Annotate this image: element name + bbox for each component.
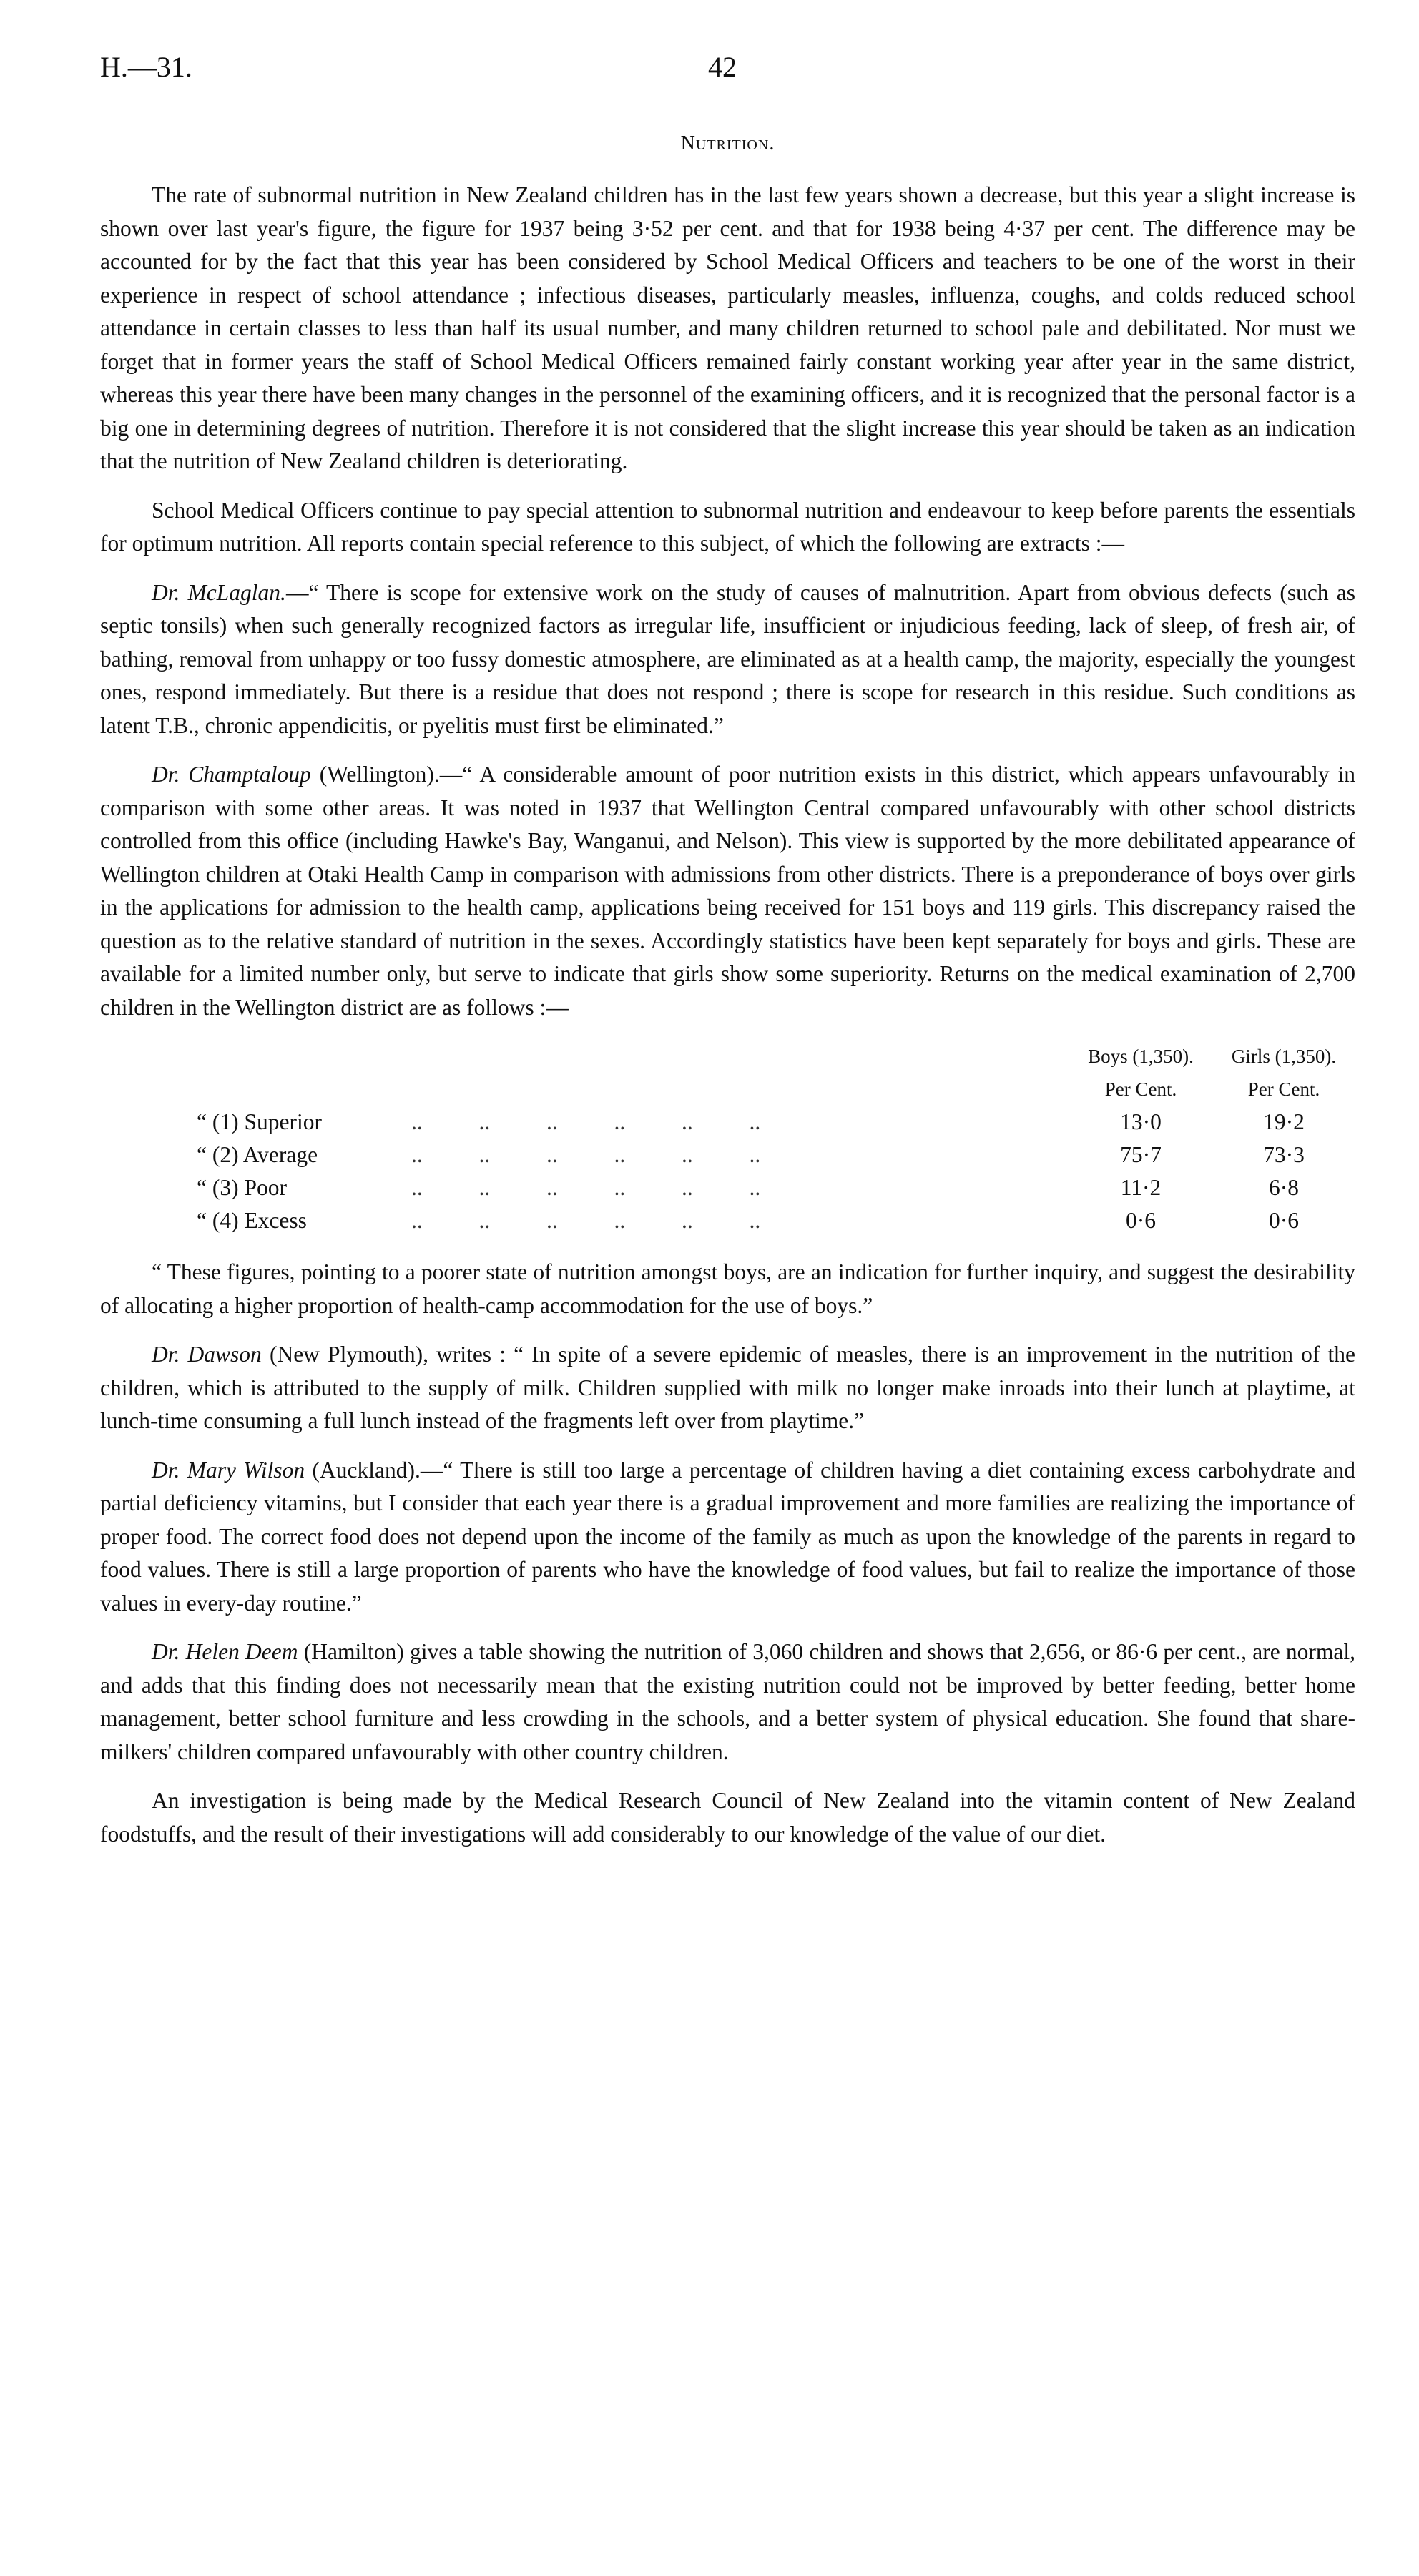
table-row [100, 1139, 1355, 1171]
table-row [100, 1204, 1355, 1237]
boys-value: 75·7 [1120, 1142, 1162, 1167]
column-header-girls [1212, 1040, 1355, 1106]
boys-value: 11·2 [1120, 1175, 1162, 1200]
paragraph-text: “ These figures, pointing to a poorer state of nutrition amongst boys, are an indication for further inquiry, and suggest the desirability of allocating a higher proportion of health-camp accommodation for the use of boys.” [100, 1259, 1355, 1318]
paragraph [100, 758, 1355, 1024]
dot-leader: .. .. .. .. .. .. [411, 1208, 761, 1233]
paragraph-text: —“ There is scope for extensive work on the study of causes of malnutrition. Apart from obvious defects (such as septic tonsils) when such generally recognized factors as irregular life, insufficient or injudicious feeding, lack of sleep, of fresh air, of bathing, removal from unhappy or too fussy domestic atmosphere, are eliminated as at a health camp, the majority, especially the youngest ones, respond immediately. But there is a residue that does not respond ; there is scope for research in this residue. Such conditions as latent T.B., chronic appendicitis, or pyelitis must first be eliminated.” [100, 579, 1355, 738]
header-line: Girls (1,350). [1231, 1046, 1337, 1067]
nutrition-table [100, 1040, 1355, 1237]
paragraph [100, 494, 1355, 561]
row-label: “ (2) Average [197, 1142, 318, 1167]
paragraph [100, 576, 1355, 743]
speaker-name: Dr. Mary Wilson [152, 1457, 305, 1483]
document-reference: H.—31. [100, 51, 192, 83]
header-line: Per Cent. [1247, 1078, 1320, 1100]
paragraph-text: (New Plymouth), writes : “ In spite of a severe epidemic of measles, there is an improvement in the nutrition of the children, which is attributed to the supply of milk. Children supplied with milk no longer make inroads into their lunch at playtime, at lunch-time consuming a full lunch instead of the fragments left over from playtime.” [100, 1342, 1355, 1433]
speaker-name: Dr. Champtaloup [152, 762, 311, 787]
paragraph [100, 1454, 1355, 1621]
boys-value: 13·0 [1120, 1109, 1162, 1134]
header-line: Per Cent. [1104, 1078, 1177, 1100]
paragraph-text: An investigation is being made by the Medical Research Council of New Zealand into the vitamin content of New Zealand foodstuffs, and the result of their investigations will add considerably to our knowledge of the value of our diet. [100, 1788, 1355, 1847]
boys-value: 0·6 [1126, 1208, 1156, 1233]
paragraph [100, 1256, 1355, 1322]
paragraphs-after-table [100, 1256, 1355, 1851]
paragraph-text: The rate of subnormal nutrition in New Zealand children has in the last few years shown a decrease, but this year a slight increase is shown over last year's figure, the figure for 1937 being 3·52 per cent. and that for 1938 being 4·37 per cent. The difference may be accounted for by the fact that this year has been considered by School Medical Officers and teachers to be one of the worst in their experience in respect of school attendance ; infectious diseases, particularly measles, influenza, coughs, and colds reduced school attendance in certain classes to less than half its usual number, and many children returned to school pale and debilitated. Nor must we forget that in former years the staff of School Medical Officers remained fairly constant working year after year in the same district, whereas this year there have been many changes in the personnel of the examining officers, and it is recognized that the personal factor is a big one in determining degrees of nutrition. Therefore it is not considered that the slight increase this year should be taken as an indication that the nutrition of New Zealand children is deteriorating. [100, 182, 1355, 473]
speaker-name: Dr. McLaglan. [152, 579, 286, 605]
girls-value: 0·6 [1269, 1208, 1299, 1233]
speaker-name: Dr. Helen Deem [152, 1639, 298, 1664]
table-header-row [100, 1040, 1355, 1106]
paragraph [100, 1636, 1355, 1769]
section-title: Nutrition. [680, 132, 775, 154]
paragraphs-before-table [100, 179, 1355, 1024]
speaker-name: Dr. Dawson [152, 1342, 262, 1367]
document-body [100, 179, 1355, 1867]
paragraph [100, 1784, 1355, 1851]
table-row [100, 1106, 1355, 1139]
page-number: 42 [708, 51, 737, 83]
table-row [100, 1171, 1355, 1204]
paragraph-text: School Medical Officers continue to pay special attention to subnormal nutrition and endeavour to keep before parents the essentials for optimum nutrition. All reports contain special reference to this subject, of which the following are extracts :— [100, 497, 1355, 556]
paragraph [100, 1338, 1355, 1438]
row-label: “ (4) Excess [197, 1208, 307, 1233]
row-label: “ (3) Poor [197, 1175, 287, 1200]
paragraph-text: (Hamilton) gives a table showing the nutrition of 3,060 children and shows that 2,656, or 86·6 per cent., are normal, and adds that this finding does not necessarily mean that the existing nutrition could not be improved by better feeding, better home management, better school furniture and less crowding in the schools, and a better system of physical education. She found that share-milkers' children compared unfavourably with other country children. [100, 1639, 1356, 1764]
girls-value: 6·8 [1269, 1175, 1299, 1200]
column-header-boys [1069, 1040, 1212, 1106]
dot-leader: .. .. .. .. .. .. [411, 1175, 761, 1200]
paragraph [100, 179, 1355, 478]
paragraph-text: (Auckland).—“ There is still too large a percentage of children having a diet containing excess carbohydrate and partial deficiency vitamins, but I consider that each year there is a gradual improvement and more families are realizing the importance of proper food. The correct food does not depend upon the income of the family as much as upon the knowledge of the parents in regard to food values. There is still a large proportion of parents who have the knowledge of food values, but fail to realize the importance of those values in every-day routine.” [100, 1457, 1355, 1616]
girls-value: 73·3 [1263, 1142, 1305, 1167]
paragraph-text: (Wellington).—“ A considerable amount of poor nutrition exists in this district, which appears unfavourably in comparison with some other areas. It was noted in 1937 that Wellington Central compared unfavourably with other school districts controlled from this office (including Hawke's Bay, Wanganui, and Nelson). This view is supported by the more debilitated appearance of Wellington children at Otaki Health Camp in comparison with admissions from other districts. There is a preponderance of boys over girls in the applications for admission to the health camp, applications being received for 151 boys and 119 girls. This discrepancy raised the question as to the relative standard of nutrition in the sexes. Accordingly statistics have been kept separately for boys and girls. These are available for a limited number only, but serve to indicate that girls show some superiority. Returns on the medical examination of 2,700 children in the Wellington district are as follows :— [100, 762, 1356, 1020]
row-label: “ (1) Superior [197, 1109, 322, 1134]
dot-leader: .. .. .. .. .. .. [411, 1109, 761, 1134]
header-line: Boys (1,350). [1088, 1046, 1194, 1067]
girls-value: 19·2 [1263, 1109, 1305, 1134]
dot-leader: .. .. .. .. .. .. [411, 1142, 761, 1167]
